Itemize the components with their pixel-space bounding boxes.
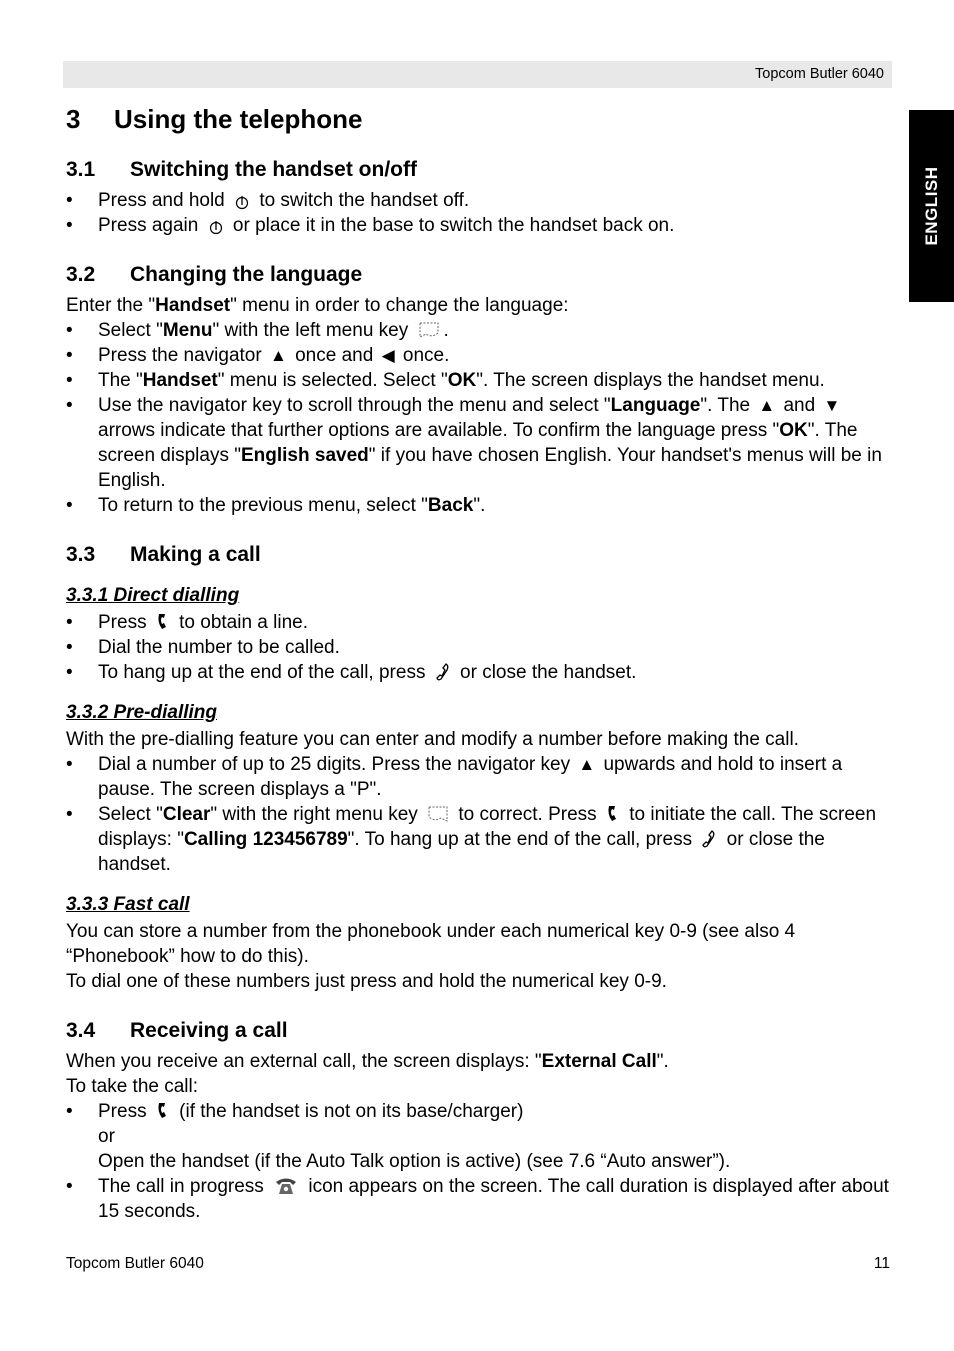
section-3-2: [66, 261, 891, 518]
page-header: [63, 61, 892, 88]
list-item: • Select "Menu" with the left menu key .: [66, 318, 891, 343]
subsection-3-3-2: [66, 700, 891, 877]
paragraph: You can store a number from the phonebook under each numerical key 0-9 (see also 4 “Phonebook” how to do this).: [66, 921, 796, 967]
list-item: • The call in progress icon appears on the screen. The call duration is displayed after about 15 seconds.: [66, 1174, 891, 1224]
navigator-up-icon: ▲: [758, 396, 776, 415]
list-item: • Press and hold to switch the handset off.: [66, 188, 891, 213]
list-item: • Press again or place it in the base to switch the handset back on.: [66, 213, 891, 238]
hang-up-key-icon: [435, 662, 451, 682]
section-3-4: [66, 1017, 891, 1224]
navigator-up-icon: ▲: [578, 755, 596, 774]
list-item: • Press the navigator ▲ once and ◀ once.: [66, 343, 891, 368]
subsection-title: 3.3.1 Direct dialling: [66, 585, 240, 606]
subsection-3-3-3: [66, 892, 891, 994]
page-content: [66, 102, 891, 1247]
list-item: • Select "Clear" with the right menu key to correct. Press to initiate the call. The screen displays: "Calling 123456789". To hang up at the end of the call, press or close the handset.: [66, 802, 891, 877]
language-tab: [909, 110, 954, 302]
call-in-progress-icon: [273, 1174, 299, 1196]
list-item: • To hang up at the end of the call, press or close the handset.: [66, 660, 891, 685]
talk-key-icon: [156, 1101, 170, 1121]
list-item: • Dial the number to be called.: [66, 635, 891, 660]
list-item: • Use the navigator key to scroll through the menu and select "Language". The ▲ and ▼ arrows indicate that further options are available. To confirm the language press "OK". The screen displays "English saved" if you have chosen English. Your handset's menus will be in English.: [66, 393, 891, 493]
left-menu-key-icon: [418, 320, 440, 340]
list-item: • The "Handset" menu is selected. Select "OK". The screen displays the handset menu.: [66, 368, 891, 393]
power-key-icon: [208, 219, 224, 235]
subsection-3-3-1: [66, 583, 891, 685]
section-3-1: [66, 156, 891, 238]
page-number: 11: [873, 1255, 890, 1272]
list-item: • Press (if the handset is not on its base/charger) or Open the handset (if the Auto Talk option is active) (see 7.6 “Auto answer”).: [66, 1099, 891, 1174]
talk-key-icon: [606, 804, 620, 824]
list-item: • Press to obtain a line.: [66, 610, 891, 635]
header-title: Topcom Butler 6040: [755, 66, 884, 82]
talk-key-icon: [156, 612, 170, 632]
power-key-icon: [234, 194, 250, 210]
subsection-title: 3.3.3 Fast call: [66, 894, 190, 915]
section-title: 3.3 Making a call: [66, 543, 261, 566]
section-title: 3.2 Changing the language: [66, 263, 363, 286]
hang-up-key-icon: [701, 829, 717, 849]
list-item: • To return to the previous menu, select "Back".: [66, 493, 891, 518]
paragraph: To dial one of these numbers just press and hold the numerical key 0-9.: [66, 971, 667, 992]
paragraph: With the pre-dialling feature you can enter and modify a number before making the call.: [66, 729, 799, 750]
list-item: • Dial a number of up to 25 digits. Press the navigator key ▲ upwards and hold to insert a pause. The screen displays a "P".: [66, 752, 891, 802]
subsection-title: 3.3.2 Pre-dialling: [66, 702, 217, 723]
language-tab-label: ENGLISH: [921, 166, 941, 246]
paragraph: Enter the "Handset" menu in order to change the language:: [66, 295, 569, 316]
navigator-down-icon: ▼: [823, 396, 841, 415]
navigator-up-icon: ▲: [269, 346, 287, 365]
paragraph: To take the call:: [66, 1076, 199, 1097]
navigator-left-icon: ◀: [381, 346, 395, 365]
section-title: 3.4 Receiving a call: [66, 1019, 288, 1042]
section-3-3: [66, 541, 891, 994]
section-title: 3.1 Switching the handset on/off: [66, 158, 417, 181]
footer-title: Topcom Butler 6040: [66, 1255, 204, 1272]
chapter-title: 3 Using the telephone: [66, 104, 363, 134]
paragraph: When you receive an external call, the screen displays: "External Call".: [66, 1051, 669, 1072]
right-menu-key-icon: [427, 804, 449, 824]
